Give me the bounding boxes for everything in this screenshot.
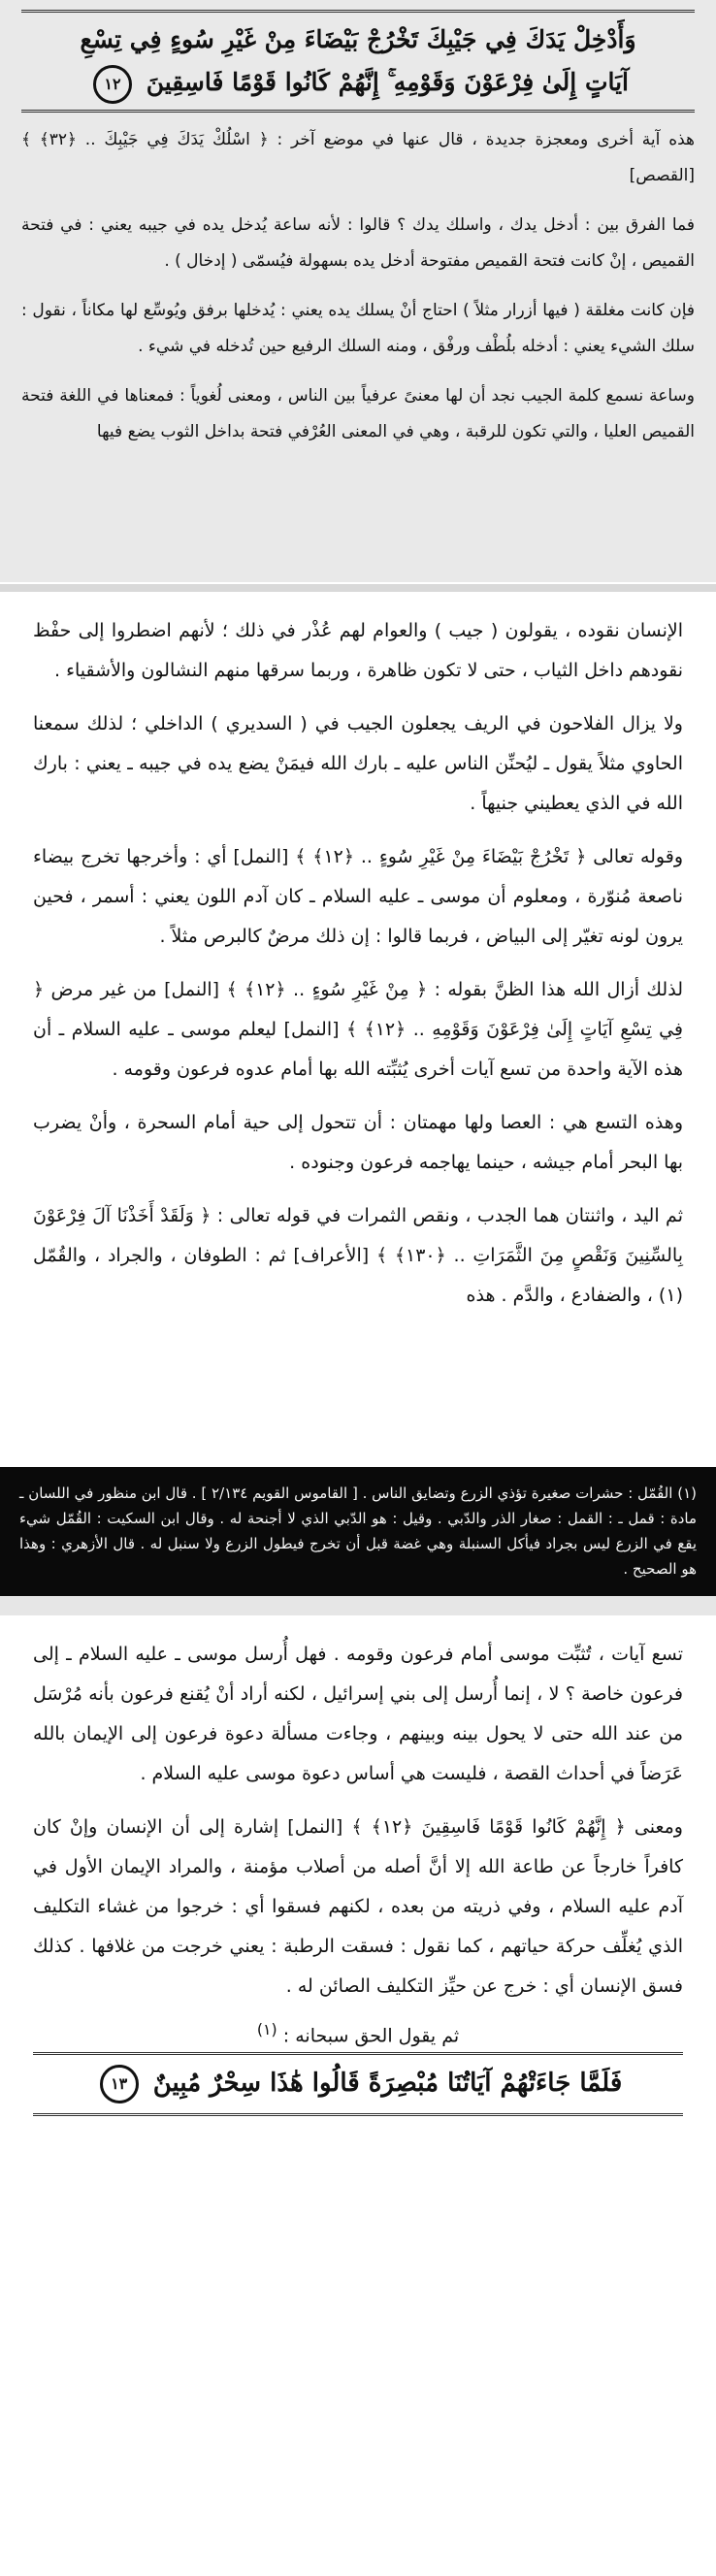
- header-verse-line-1: وَأَدْخِلْ يَدَكَ فِي جَيْبِكَ تَخْرُجْ بَيْضَاءَ مِنْ غَيْرِ سُوءٍ فِي تِسْعِ: [80, 25, 636, 53]
- paragraph: ولا يزال الفلاحون في الريف يجعلون الجيب في ( السديري ) الداخلي ؛ لذلك سمعنا الحاوي مثلاً يقول ـ ليُحنِّن الناس عليه ـ بارك الله فيمَنْ يضع يده في جيبه ـ يعني : بارك الله في الذي يعطيني جنيهاً .: [33, 713, 683, 814]
- header-verse-line-2: [43, 61, 673, 104]
- closing-intro-text: ثم يقول الحق سبحانه :: [282, 2025, 460, 2047]
- body-section-middle: [0, 594, 716, 1467]
- bottom-verse-banner: [33, 2052, 683, 2116]
- paragraph: فإن كانت مغلقة ( فيها أزرار مثلاً ) احتاج أنْ يسلك يده يعني : يُدخلها برفق ويُوسِّع لها مكاناً ، نقول : سلك الشيء يعني : أدخله بلُطْف ورفْق ، ومنه السلك الرفيع حين تُدخله في شيء .: [21, 301, 695, 356]
- ayah-number-badge: ١٣: [100, 2065, 139, 2103]
- page-divider: [0, 1596, 716, 1615]
- header-verse-line-2-text: آيَاتٍ إِلَىٰ فِرْعَوْنَ وَقَوْمِهِ ۚ إِنَّهُمْ كَانُوا قَوْمًا فَاسِقِينَ: [146, 68, 630, 96]
- header-verse-banner: [21, 10, 695, 113]
- closing-intro: [33, 2020, 683, 2046]
- paragraph: وهذه التسع هي : العصا ولها مهمتان : أن تتحول إلى حية أمام السحرة ، وأنْ يضرب بها البحر أمام جيشه ، حينما يهاجمه فرعون وجنوده .: [33, 1112, 683, 1173]
- paragraph: تسع آيات ، تُثبِّت موسى أمام فرعون وقومه . فهل أُرسل موسى ـ عليه السلام ـ إلى فرعون خاصة ؟ لا ، إنما أُرسل إلى بني إسرائيل ، لكنه أراد أنْ يُقنع فرعون بأنه مُرْسَل من عند الله حتى لا يحول بينه وبينهم ، وجاءت مسألة دعوة فرعون إلى الإيمان بالله عَرَضاً في أحداث القصة ، فليست هي أساس دعوة موسى عليه السلام .: [33, 1644, 683, 1784]
- paragraph: فما الفرق بين : أدخل يدك ، واسلك يدك ؟ قالوا : لأنه ساعة يُدخل يده في جيبه يعني : في فتحة القميص ، إنْ كانت فتحة القميص مفتوحة أدخل يده بسهولة فيُسمّى ( إدخال ) .: [21, 215, 695, 271]
- ayah-number-badge: ١٢: [93, 65, 132, 104]
- page-divider: [0, 584, 716, 592]
- footnote-text: (١) القُمّل : حشرات صغيرة تؤذي الزرع وتضايق الناس . [ القاموس القويم ٢/١٣٤ ] . قال ابن منظور في اللسان ـ مادة : قمل ـ : القمل : صغار الذر والدّبي . وقيل : هو الدّبي الذي لا أجنحة له . وقال ابن السكيت : القُمّل شيء يقع في الزرع ليس بجراد فيأكل السنبلة وهي غضة قبل أن تخرج فيطول الزرع ولا سنبل له . قال الأزهري : وهذا هو الصحيح .: [19, 1484, 697, 1578]
- paragraph: ثم اليد ، واثنتان هما الجدب ، ونقص الثمرات في قوله تعالى : ﴿ وَلَقَدْ أَخَذْنَا آلَ فِرْعَوْنَ بِالسِّنِينَ وَنَقْصٍ مِنَ الثَّمَرَاتِ .. ﴿١٣٠﴾ ﴾ [الأعراف] ثم : الطوفان ، والجراد ، والقُمّل (١) ، والضفادع ، والدَّم . هذه: [33, 1205, 683, 1306]
- paragraph: ومعنى ﴿ إِنَّهُمْ كَانُوا قَوْمًا فَاسِقِينَ ﴿١٢﴾ ﴾ [النمل] إشارة إلى أن الإنسان وإنْ كان كافراً خارجاً عن طاعة الله إلا أنَّ أصله من أصلاب مؤمنة ، والمراد الإيمان الأول في آدم عليه السلام ، وفي ذريته من بعده ، لكنهم فسقوا أي : خرجوا من غشاء التكليف الذي يُغلِّف حركة حياتهم ، كما نقول : فسقت الرطبة : يعني خرجت من غلافها . كذلك فسق الإنسان أي : خرج عن حيِّز التكليف الصائن له .: [33, 1816, 683, 1997]
- bottom-verse-text: فَلَمَّا جَاءَتْهُمْ آيَاتُنَا مُبْصِرَةً قَالُوا هَٰذَا سِحْرٌ مُبِينٌ: [152, 2069, 623, 2099]
- paragraph: الإنسان نقوده ، يقولون ( جيب ) والعوام لهم عُذْر في ذلك ؛ لأنهم اضطروا إلى حفْظ نقودهم داخل الثياب ، حتى لا تكون ظاهرة ، وربما سرقها منهم النشالون والأشقياء .: [33, 620, 683, 681]
- scanned-section-top: [0, 0, 716, 582]
- paragraph: وقوله تعالى ﴿ تَخْرُجْ بَيْضَاءَ مِنْ غَيْرِ سُوءٍ .. ﴿١٢﴾ ﴾ [النمل] أي : وأخرجها تخرج بيضاء ناصعة مُنوّرة ، ومعلوم أن موسى ـ عليه السلام ـ كان آدم اللون يعني : أسمر ، فحين يرون لونه تغيّر إلى البياض ، فربما قالوا : إن ذلك مرضٌ كالبرص مثلاً .: [33, 846, 684, 947]
- section1-body: [21, 122, 695, 450]
- footnote-box: [0, 1467, 716, 1596]
- paragraph: وساعة نسمع كلمة الجيب نجد أن لها معنىً عرفياً بين الناس ، ومعنى لُغوياً : فمعناها في اللغة فتحة القميص العليا ، والتي تكون للرقبة ، وهي في المعنى العُرْفي فتحة بداخل الثوب يضع فيها: [21, 386, 695, 441]
- body-section-bottom: [0, 1615, 716, 2576]
- paragraph: هذه آية أخرى ومعجزة جديدة ، قال عنها في موضع آخر : ﴿ اسْلُكْ يَدَكَ فِي جَيْبِكَ .. ﴿٣٢﴾ ﴾ [القصص]: [21, 130, 695, 185]
- footnote-marker: (١): [256, 2020, 277, 2038]
- paragraph: لذلك أزال الله هذا الظنَّ بقوله : ﴿ مِنْ غَيْرِ سُوءٍ .. ﴿١٢﴾ ﴾ [النمل] من غير مرض ﴿ فِي تِسْعِ آيَاتٍ إِلَىٰ فِرْعَوْنَ وَقَوْمِهِ .. ﴿١٢﴾ ﴾ [النمل] ليعلم موسى ـ عليه السلام ـ أن هذه الآية واحدة من تسع آيات أخرى يُثبِّته الله بها أمام عدوه فرعون وقومه .: [33, 979, 683, 1080]
